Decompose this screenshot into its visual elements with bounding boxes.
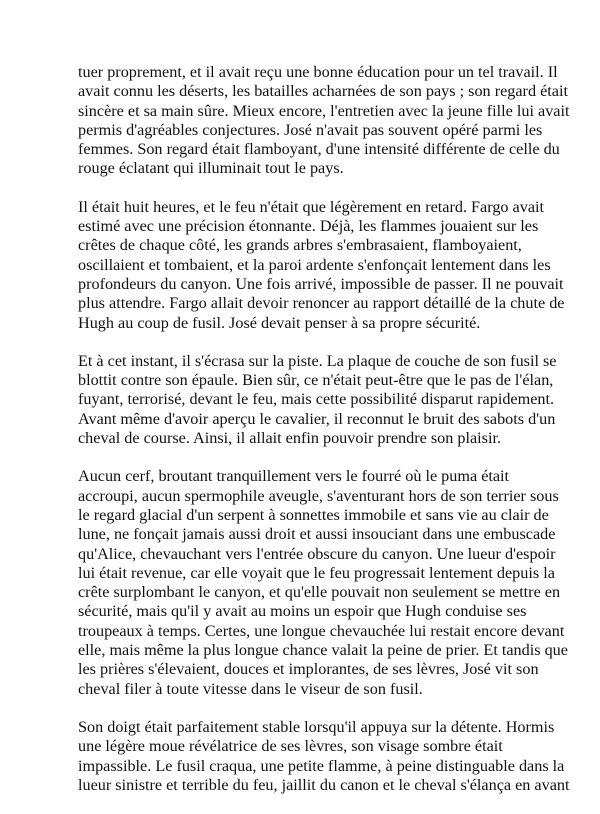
text-line: blottit contre son épaule. Bien sûr, ce n'était peut-être que le pas de l'élan, <box>78 371 554 390</box>
text-line: sécurité, mais qu'il y avait au moins un espoir que Hugh conduise ses <box>78 602 527 621</box>
text-line: qu'Alice, chevauchant vers l'entrée obscure du canyon. Une lueur d'espoir <box>78 544 556 563</box>
text-line: impassible. Le fusil craqua, une petite flamme, à peine distinguable dans la <box>78 756 565 775</box>
text-line: cheval de course. Ainsi, il allait enfin pouvoir prendre son plaisir. <box>78 429 502 448</box>
text-line: cheval filer à toute vitesse dans le viseur de son fusil. <box>78 679 423 698</box>
text-line: le regard glacial d'un serpent à sonnettes immobile et sans vie au clair de <box>78 505 549 524</box>
text-line: avait connu les déserts, les batailles acharnées de son pays ; son regard était <box>78 82 568 101</box>
text-line: permis d'agréables conjectures. José n'avait pas souvent opéré parmi les <box>78 120 543 139</box>
text-line: tuer proprement, et il avait reçu une bonne éducation pour un tel travail. Il <box>78 63 558 81</box>
text-line: lueur sinistre et terrible du feu, jaillit du canon et le cheval s'élança en avant <box>78 775 570 794</box>
text-line: rouge éclatant qui illuminait tout le pays. <box>78 159 344 178</box>
text-line: fuyant, terrorisé, devant le feu, mais cette possibilité disparut rapidement. <box>78 390 555 409</box>
document-page <box>78 63 570 814</box>
text-line: plus attendre. Fargo allait devoir renoncer au rapport détaillé de la chute de <box>78 294 565 313</box>
text-line: lui était revenue, car elle voyait que le feu progressait lentement depuis la <box>78 563 555 582</box>
text-line: Hugh au coup de fusil. José devait penser à sa propre sécurité. <box>78 313 481 332</box>
text-line: les prières s'élevaient, douces et implorantes, de ses lèvres, José vit son <box>78 660 539 679</box>
text-line: oscillaient et tombaient, et la paroi ardente s'enfonçait lentement dans les <box>78 255 551 274</box>
text-line: troupeaux à temps. Certes, une longue chevauchée lui restait encore devant <box>78 621 565 640</box>
paragraph <box>78 351 557 448</box>
text-line: sincère et sa main sûre. Mieux encore, l'entretien avec la jeune fille lui avait <box>78 101 570 120</box>
paragraph <box>78 63 570 179</box>
text-line: lune, ne fonçait jamais aussi droit et aussi insouciant dans une embuscade <box>78 525 556 544</box>
paragraph <box>78 717 570 795</box>
paragraph <box>78 197 565 333</box>
text-line: Et à cet instant, il s'écrasa sur la piste. La plaque de couche de son fusil se <box>78 351 557 370</box>
text-line: elle, mais même la plus longue chance valait la peine de prier. Et tandis que <box>78 641 568 660</box>
text-line: Il était huit heures, et le feu n'était que légèrement en retard. Fargo avait <box>78 197 545 216</box>
text-line: profondeurs du canyon. Une fois arrivé, impossible de passer. Il ne pouvait <box>78 274 564 293</box>
text-line: crêtes de chaque côté, les grands arbres s'embrasaient, flamboyaient, <box>78 236 522 255</box>
text-line: une légère moue révélatrice de ses lèvres, son visage sombre était <box>78 737 503 756</box>
text-line: accroupi, aucun spermophile aveugle, s'aventurant hors de son terrier sous <box>78 486 559 505</box>
text-line: Son doigt était parfaitement stable lorsqu'il appuya sur la détente. Hormis <box>78 717 555 736</box>
text-line: femmes. Son regard était flamboyant, d'une intensité différente de celle du <box>78 140 560 159</box>
text-line: Avant même d'avoir aperçu le cavalier, il reconnut le bruit des sabots d'un <box>78 409 556 428</box>
paragraph <box>78 467 568 699</box>
text-line: Aucun cerf, broutant tranquillement vers le fourré où le puma était <box>78 467 510 486</box>
text-line: crête surplombant le canyon, et qu'elle pouvait non seulement se mettre en <box>78 583 561 602</box>
text-line: estimé avec une précision étonnante. Déjà, les flammes jouaient sur les <box>78 217 539 236</box>
